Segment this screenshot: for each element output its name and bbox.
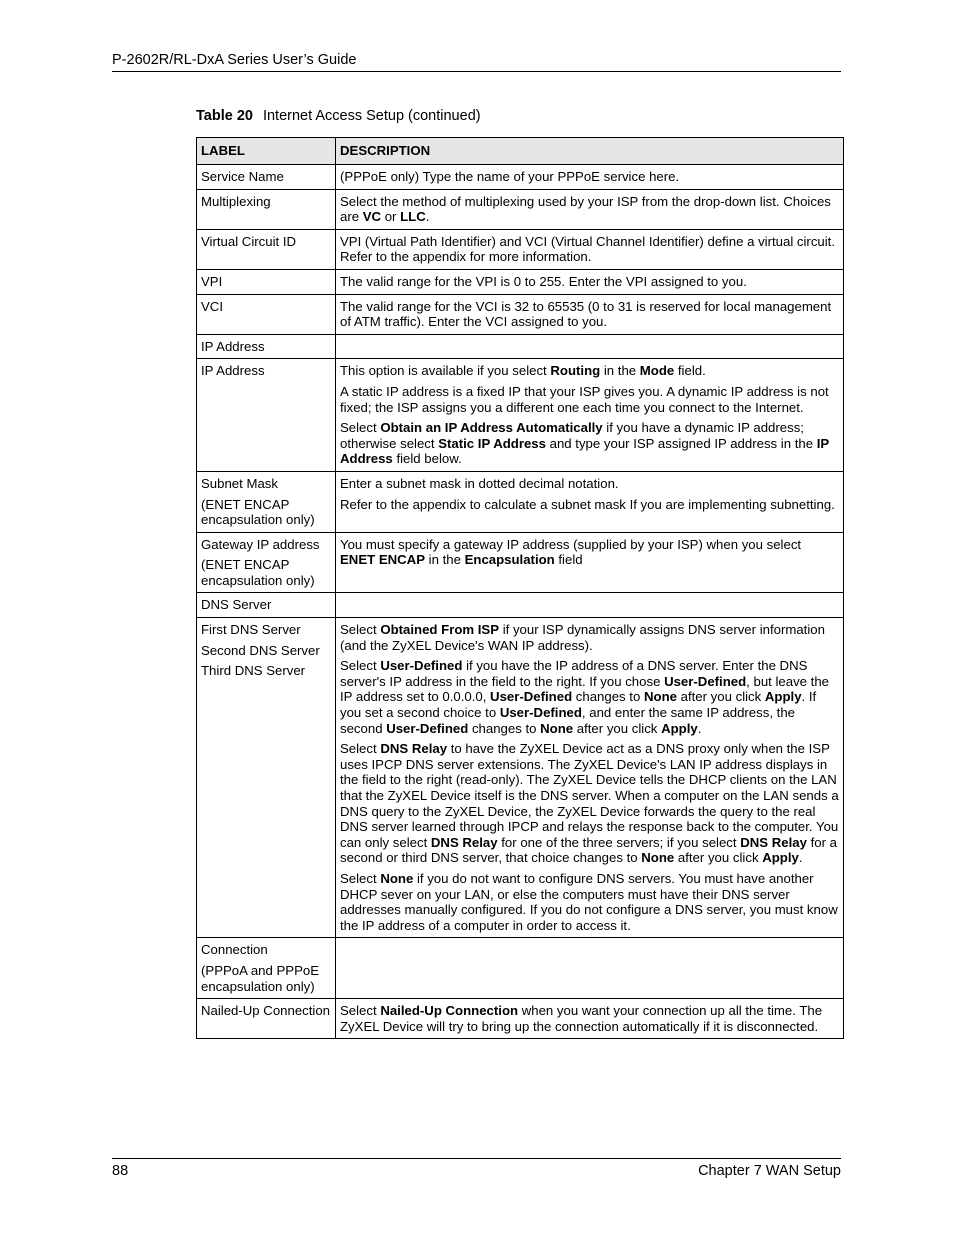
description-paragraph: Select the method of multiplexing used by your ISP from the drop-down list. Choices are VC or LLC. (340, 193, 831, 225)
description-cell (336, 938, 844, 999)
description-paragraph: Select Nailed-Up Connection when you want your connection up all the time. The ZyXEL Device will try to bring up the connection automatically if it is disconnected. (340, 1003, 823, 1034)
description-cell (336, 294, 844, 334)
label-cell (197, 938, 336, 999)
label-text: VPI (201, 273, 223, 289)
table-row (197, 189, 844, 229)
table-row (197, 229, 844, 269)
label-cell (197, 593, 336, 618)
description-paragraph: The valid range for the VCI is 32 to 65535 (0 to 31 is reserved for local management of ATM traffic). Enter the VCI assigned to you. (340, 298, 832, 330)
description-cell (336, 165, 844, 190)
ui-term: Apply (764, 689, 802, 705)
ui-term: User-Defined (380, 658, 463, 674)
running-header (112, 51, 841, 72)
label-text: Multiplexing (201, 193, 271, 209)
description-paragraph: Select User-Defined if you have the IP address of a DNS server. Enter the DNS server's IP address in the field to the right. If you chose User-Defined, but leave the IP address set to 0.0.0.0, User-Defined changes to None after you click Apply. If you set a second choice to User-Defined, and enter the same IP address, the second User-Defined changes to None after you click Apply. (340, 658, 830, 736)
page-number: 88 (112, 1163, 129, 1179)
label-text: Nailed-Up Connection (201, 1003, 331, 1019)
label-text: (PPPoA and PPPoE encapsulation only) (201, 962, 320, 994)
description-column-header: DESCRIPTION (336, 138, 844, 165)
description-cell (336, 532, 844, 593)
label-text: Second DNS Server (201, 642, 320, 658)
label-cell (197, 359, 336, 472)
table-row (197, 618, 844, 938)
table-row (197, 999, 844, 1039)
ui-term: Apply (762, 850, 799, 866)
label-cell (197, 165, 336, 190)
ui-term: User-Defined (386, 720, 469, 736)
ui-term: DNS Relay (380, 741, 448, 757)
label-cell (197, 471, 336, 532)
ui-term: LLC (400, 209, 426, 225)
label-cell (197, 334, 336, 359)
description-paragraph: A static IP address is a fixed IP that your ISP gives you. A dynamic IP address is not fixed; the ISP assigns you a different one each time you connect to the Internet. (340, 383, 829, 415)
label-cell (197, 999, 336, 1039)
table-row (197, 334, 844, 359)
description-cell (336, 189, 844, 229)
label-cell (197, 618, 336, 938)
ui-term: DNS Relay (430, 834, 498, 850)
label-text: IP Address (201, 338, 265, 354)
label-text: Subnet Mask (201, 475, 278, 491)
ui-term: None (380, 870, 414, 886)
ui-term: Static IP Address (438, 435, 546, 451)
table-row (197, 359, 844, 472)
description-paragraph: This option is available if you select Routing in the Mode field. (340, 363, 706, 379)
label-text: Connection (201, 942, 268, 958)
table-number: Table 20 (196, 108, 253, 124)
ui-term: None (540, 720, 574, 736)
ui-term: Encapsulation (464, 552, 555, 568)
label-cell (197, 269, 336, 294)
table-row (197, 938, 844, 999)
label-cell (197, 294, 336, 334)
label-text: Gateway IP address (201, 536, 320, 552)
table-title: Internet Access Setup (continued) (262, 108, 481, 124)
description-paragraph: Select Obtain an IP Address Automatically if you have a dynamic IP address; otherwise select Static IP Address and type your ISP assigned IP address in the IP Address field below. (340, 420, 829, 467)
description-cell (336, 471, 844, 532)
table-row (197, 269, 844, 294)
ui-term: Obtained From ISP (380, 622, 500, 638)
ui-term: Obtain an IP Address Automatically (380, 420, 603, 436)
description-cell (336, 229, 844, 269)
ui-term: ENET ENCAP (340, 552, 425, 568)
label-text: First DNS Server (201, 622, 301, 638)
label-text: Third DNS Server (201, 663, 306, 679)
description-paragraph: (PPPoE only) Type the name of your PPPoE service here. (340, 169, 680, 184)
description-paragraph: You must specify a gateway IP address (supplied by your ISP) when you select ENET ENCAP in the Encapsulation field (340, 536, 802, 568)
table-row (197, 532, 844, 593)
page-footer (112, 1158, 841, 1180)
description-paragraph: Select DNS Relay to have the ZyXEL Device act as a DNS proxy only when the ISP uses IPCP DNS server extensions. The ZyXEL Device's LAN IP address displays in the field to the right (read-only). The ZyXEL Device tells the DHCP clients on the LAN that the ZyXEL Device itself is the DNS server. When a computer on the LAN sends a DNS query to the ZyXEL Device, the ZyXEL Device forwards the query to the real DNS server learned through IPCP and relays the response back to the computer. You can only select DNS Relay for one of the three servers; if you select DNS Relay for a second or third DNS server, that choice changes to None after you click Apply. (340, 741, 839, 866)
label-text: VCI (201, 298, 223, 314)
label-text: (ENET ENCAP encapsulation only) (201, 496, 315, 528)
label-text: Service Name (201, 169, 284, 184)
ui-term: Mode (639, 363, 675, 379)
table-header-row (197, 138, 844, 165)
ui-term: None (643, 689, 677, 705)
description-paragraph: Select Obtained From ISP if your ISP dynamically assigns DNS server information (and the ZyXEL Device's WAN IP address). (340, 622, 825, 653)
label-cell (197, 229, 336, 269)
description-paragraph: Enter a subnet mask in dotted decimal notation. (340, 475, 619, 491)
ui-term: IP Address (340, 435, 829, 467)
ui-term: User-Defined (490, 689, 573, 705)
description-cell (336, 593, 844, 618)
description-cell (336, 359, 844, 472)
description-cell (336, 999, 844, 1039)
ui-term: None (641, 850, 675, 866)
label-column-header: LABEL (197, 138, 336, 165)
label-cell (197, 532, 336, 593)
description-paragraph: Select None if you do not want to configure DNS servers. You must have another DHCP sever on your LAN, or else the computers must have their DNS server addresses manually configured. If you do not configure a DNS server, you must know the IP address of a computer in order to access it. (340, 870, 838, 933)
ui-term: VC (362, 209, 382, 225)
ui-term: Nailed-Up Connection (380, 1003, 519, 1019)
chapter-title: Chapter 7 WAN Setup (698, 1163, 841, 1179)
description-paragraph: VPI (Virtual Path Identifier) and VCI (Virtual Channel Identifier) define a virtual circuit. Refer to the appendix for more information. (340, 233, 836, 265)
ui-term: Routing (550, 363, 601, 379)
description-paragraph: The valid range for the VPI is 0 to 255. Enter the VPI assigned to you. (340, 273, 747, 289)
description-paragraph: Refer to the appendix to calculate a subnet mask If you are implementing subnetting. (340, 496, 835, 512)
ui-term: User-Defined (499, 705, 582, 721)
description-cell (336, 269, 844, 294)
table-row (197, 165, 844, 190)
internet-access-setup-table (196, 137, 844, 1039)
table-row (197, 471, 844, 532)
label-text: (ENET ENCAP encapsulation only) (201, 557, 315, 588)
table-row (197, 294, 844, 334)
table-body (197, 165, 844, 1039)
label-text: DNS Server (201, 597, 272, 613)
ui-term: Apply (661, 720, 698, 736)
description-cell (336, 618, 844, 938)
ui-term: DNS Relay (740, 834, 807, 850)
label-text: Virtual Circuit ID (201, 233, 297, 249)
table-caption (196, 107, 481, 125)
description-cell (336, 334, 844, 359)
table-row (197, 593, 844, 618)
guide-title: P-2602R/RL-DxA Series User’s Guide (112, 52, 357, 68)
label-cell (197, 189, 336, 229)
label-text: IP Address (201, 363, 265, 379)
ui-term: User-Defined (664, 673, 747, 689)
